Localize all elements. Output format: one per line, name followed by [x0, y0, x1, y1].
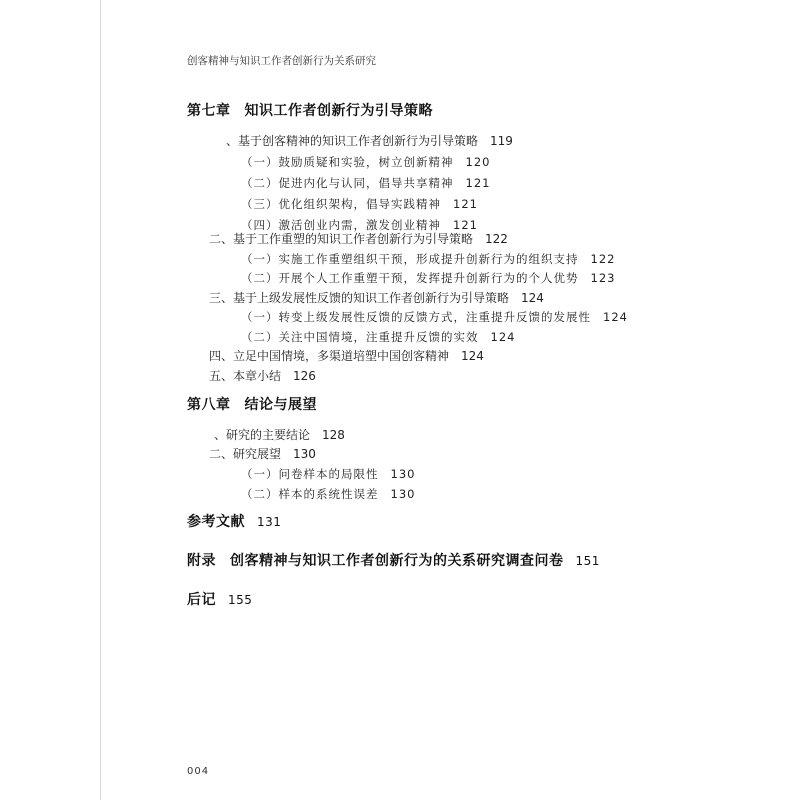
- entry-page: 151: [575, 554, 600, 568]
- entry-page: 120: [465, 155, 491, 169]
- toc-entry: [241, 486, 415, 502]
- entry-page: 130: [293, 447, 316, 461]
- toc-entry: [209, 290, 544, 306]
- entry-page: 124: [490, 330, 516, 344]
- entry-title: 、研究的主要结论: [214, 428, 311, 442]
- toc-references: [187, 514, 281, 530]
- book-page: [100, 0, 800, 800]
- entry-page: 128: [322, 428, 345, 442]
- entry-page: 124: [603, 310, 628, 324]
- entry-title: （一）问卷样本的局限性: [241, 467, 379, 481]
- entry-title: （三）优化组织架构，倡导实践精神: [241, 197, 441, 211]
- entry-page: 124: [521, 291, 544, 305]
- entry-title: （二）关注中国情境，注重提升反馈的实效: [241, 330, 479, 344]
- entry-title: 四、立足中国情境，多渠道培塑中国创客精神: [209, 349, 450, 363]
- toc-entry: [241, 270, 615, 286]
- entry-title: 五、本章小结: [209, 369, 282, 383]
- entry-title: （一）实施工作重塑组织干预，形成提升创新行为的组织支持: [241, 252, 579, 266]
- entry-title: 二、研究展望: [209, 447, 282, 461]
- table-of-contents: [101, 0, 800, 800]
- entry-title: 参考文献: [187, 514, 245, 530]
- chapter-title: 知识工作者创新行为引导策略: [244, 103, 433, 119]
- entry-page: 123: [590, 271, 616, 285]
- chapter-title: 结论与展望: [244, 397, 317, 413]
- entry-title: 、基于创客精神的知识工作者创新行为引导策略: [226, 134, 479, 148]
- chapter-label: 第七章: [187, 103, 231, 119]
- toc-afterword: [187, 592, 252, 608]
- toc-entry: [209, 368, 316, 384]
- toc-entry: [209, 348, 484, 364]
- toc-entry: [214, 427, 345, 443]
- entry-page: 126: [293, 369, 316, 383]
- entry-title: 后记: [187, 592, 216, 608]
- entry-page: 130: [390, 487, 416, 501]
- entry-title: （二）样本的系统性误差: [241, 487, 379, 501]
- chapter-title: 创客精神与知识工作者创新行为的关系研究调查问卷: [230, 553, 564, 569]
- toc-entry: [241, 329, 515, 345]
- entry-page: 122: [590, 252, 616, 266]
- entry-title: 三、基于上级发展性反馈的知识工作者创新行为引导策略: [209, 291, 510, 305]
- entry-page: 131: [257, 515, 282, 529]
- entry-page: 124: [461, 349, 484, 363]
- toc-entry: [241, 154, 490, 170]
- chapter-label: 附录: [187, 553, 216, 569]
- toc-entry: [209, 231, 508, 247]
- toc-entry: [226, 133, 513, 149]
- entry-page: 130: [390, 467, 416, 481]
- toc-chapter-8: [187, 397, 317, 413]
- entry-page: 119: [490, 134, 513, 148]
- entry-page: 121: [453, 197, 478, 211]
- toc-entry: [241, 309, 628, 325]
- entry-title: （二）促进内化与认同，倡导共享精神: [241, 176, 454, 190]
- page-number: 004: [187, 766, 210, 777]
- entry-title: 二、基于工作重塑的知识工作者创新行为引导策略: [209, 232, 474, 246]
- toc-appendix: [187, 553, 600, 569]
- toc-entry: [241, 196, 478, 212]
- entry-title: （一）鼓励质疑和实验，树立创新精神: [241, 155, 454, 169]
- entry-title: （四）激活创业内需，激发创业精神: [241, 218, 441, 232]
- entry-title: （一）转变上级发展性反馈的反馈方式，注重提升反馈的发展性: [241, 310, 591, 324]
- entry-page: 122: [485, 232, 508, 246]
- entry-page: 155: [228, 593, 253, 607]
- toc-entry: [241, 466, 415, 482]
- entry-page: 121: [465, 176, 491, 190]
- running-head: 创客精神与知识工作者创新行为关系研究: [187, 55, 376, 67]
- entry-page: 121: [453, 218, 478, 232]
- chapter-label: 第八章: [187, 397, 231, 413]
- toc-entry: [209, 446, 316, 462]
- toc-chapter-7: [187, 103, 433, 119]
- toc-entry: [241, 251, 615, 267]
- entry-title: （二）开展个人工作重塑干预，发挥提升创新行为的个人优势: [241, 271, 579, 285]
- toc-entry: [241, 175, 490, 191]
